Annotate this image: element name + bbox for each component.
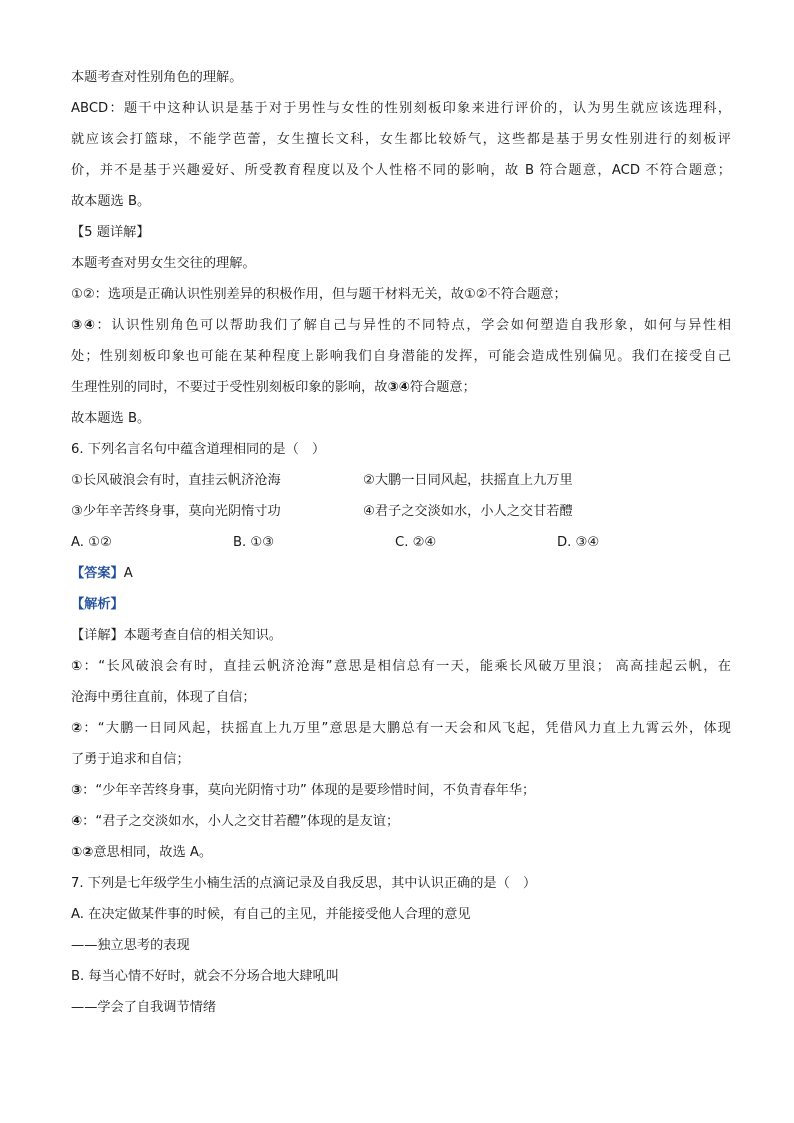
q6-statement-4: ④君子之交淡如水，小人之交甘若醴 xyxy=(363,504,573,519)
q6-explain-1-text-1: ：“长风破浪会有时，直挂云帆济沧海”意思是相信总有一天，能乘长风破万里浪； 高高挂起云帆，在 xyxy=(83,659,731,674)
q6-option-c: C. ②④ xyxy=(395,535,437,550)
q5-item-34-line-2: 处；性别刻板印象也可能在某种程度上影响我们自身潜能的发挥，可能会造成性别偏见。我们在接受自己 xyxy=(71,349,731,364)
q6-detail-intro: 本题考查自信的相关知识。 xyxy=(123,628,282,643)
q6-explain-2-text-1: ：“大鹏一日同风起，扶摇直上九万里”意思是大鹏总有一天会和风飞起，凭借风力直上九霄云外，体现 xyxy=(83,721,731,736)
q6-option-d: D. ③④ xyxy=(557,535,600,550)
q6-explain-4-text: ：“君子之交淡如水，小人之交甘若醴”体现的是友谊； xyxy=(82,814,400,829)
q5-item-34-line-1 xyxy=(71,310,731,341)
q6-explain-4-label: ④ xyxy=(71,814,83,829)
q7-option-b-note: ——学会了自我调节情绪 xyxy=(71,1000,217,1015)
q5-item-34-mark: ③④ xyxy=(387,380,410,395)
q6-option-a: A. ①② xyxy=(71,535,112,550)
q5-item-34-line-3 xyxy=(71,372,731,403)
q6-option-b: B. ①③ xyxy=(233,535,275,550)
q6-answer-line xyxy=(71,558,731,589)
q6-explain-3 xyxy=(71,775,731,806)
q6-explain-2-label: ② xyxy=(71,721,84,736)
q6-explain-1-line-1 xyxy=(71,651,731,682)
q6-statement-3: ③少年辛苦终身事，莫向光阴惰寸功 xyxy=(71,504,281,519)
q4-intro: 本题考查对性别角色的理解。 xyxy=(71,70,243,85)
q6-statement-2: ②大鹏一日同风起，扶摇直上九万里 xyxy=(363,473,573,488)
q6-explain-1-line-2: 沧海中勇往直前，体现了自信； xyxy=(71,690,256,705)
q7-stem: 7. 下列是七年级学生小楠生活的点滴记录及自我反思，其中认识正确的是（ ） xyxy=(71,876,537,891)
q6-statement-1: ①长风破浪会有时，直挂云帆济沧海 xyxy=(71,473,281,488)
document-page xyxy=(71,62,731,1023)
q4-body-line-3: 价，并不是基于兴趣爱好、所受教育程度以及个人性格不同的影响，故 B 符合题意，ACD 不符合题意； xyxy=(71,163,731,178)
q6-explain-2-line-2: 了勇于追求和自信； xyxy=(71,752,190,767)
q6-answer: A xyxy=(123,566,133,581)
q5-header: 【5 题详解】 xyxy=(71,225,150,240)
q5-item-34-text-3-post: 符合题意； xyxy=(409,380,476,395)
q6-explain-3-label: ③ xyxy=(71,783,83,798)
q6-detail-label: 【详解】 xyxy=(71,628,124,643)
q6-explain-1-label: ① xyxy=(71,659,84,674)
q6-detail-line xyxy=(71,620,731,651)
q7-option-a-note: ——独立思考的表现 xyxy=(71,938,190,953)
q4-conclusion: 故本题选 B。 xyxy=(71,194,151,209)
q4-body-line-1: ABCD：题干中这种认识是基于对于男性与女性的性别刻板印象来进行评价的，认为男生就应该选理科， xyxy=(71,101,731,116)
q6-analysis-line xyxy=(71,589,731,620)
q5-conclusion: 故本题选 B。 xyxy=(71,411,151,426)
q5-item-34-label: ③④ xyxy=(71,318,97,333)
q6-final-text: 意思相同，故选 A。 xyxy=(93,845,213,860)
q6-statements-row-2 xyxy=(71,496,731,527)
q6-analysis-label: 【解析】 xyxy=(71,597,124,612)
q5-item-12: ①②：选项是正确认识性别差异的积极作用，但与题干材料无关，故①②不符合题意； xyxy=(71,287,567,302)
q6-final xyxy=(71,837,731,868)
q6-answer-label: 【答案】 xyxy=(71,566,124,581)
q6-explain-2-line-1 xyxy=(71,713,731,744)
q6-explain-4 xyxy=(71,806,731,837)
q6-final-label: ①② xyxy=(71,845,94,860)
q5-intro: 本题考查对男女生交往的理解。 xyxy=(71,256,256,271)
q6-stem: 6. 下列名言名句中蕴含道理相同的是（ ） xyxy=(71,442,326,457)
q6-options xyxy=(71,527,731,558)
q6-explain-3-text: ：“少年辛苦终身事，莫向光阴惰寸功” 体现的是要珍惜时间，不负青春年华； xyxy=(82,783,536,798)
q4-body-line-2: 就应该会打篮球，不能学芭蕾，女生擅长文科，女生都比较娇气，这些都是基于男女性别进行的刻板评 xyxy=(71,132,731,147)
q7-option-a: A. 在决定做某件事的时候，有自己的主见，并能接受他人合理的意见 xyxy=(71,907,471,922)
q5-item-34-text-1: ：认识性别角色可以帮助我们了解自己与异性的不同特点，学会如何塑造自我形象，如何与异性相 xyxy=(96,318,731,333)
q6-statements-row-1 xyxy=(71,465,731,496)
q7-option-b: B. 每当心情不好时，就会不分场合地大肆吼叫 xyxy=(71,969,339,984)
q5-item-34-text-3-pre: 生理性别的同时，不要过于受性别刻板印象的影响，故 xyxy=(71,380,388,395)
